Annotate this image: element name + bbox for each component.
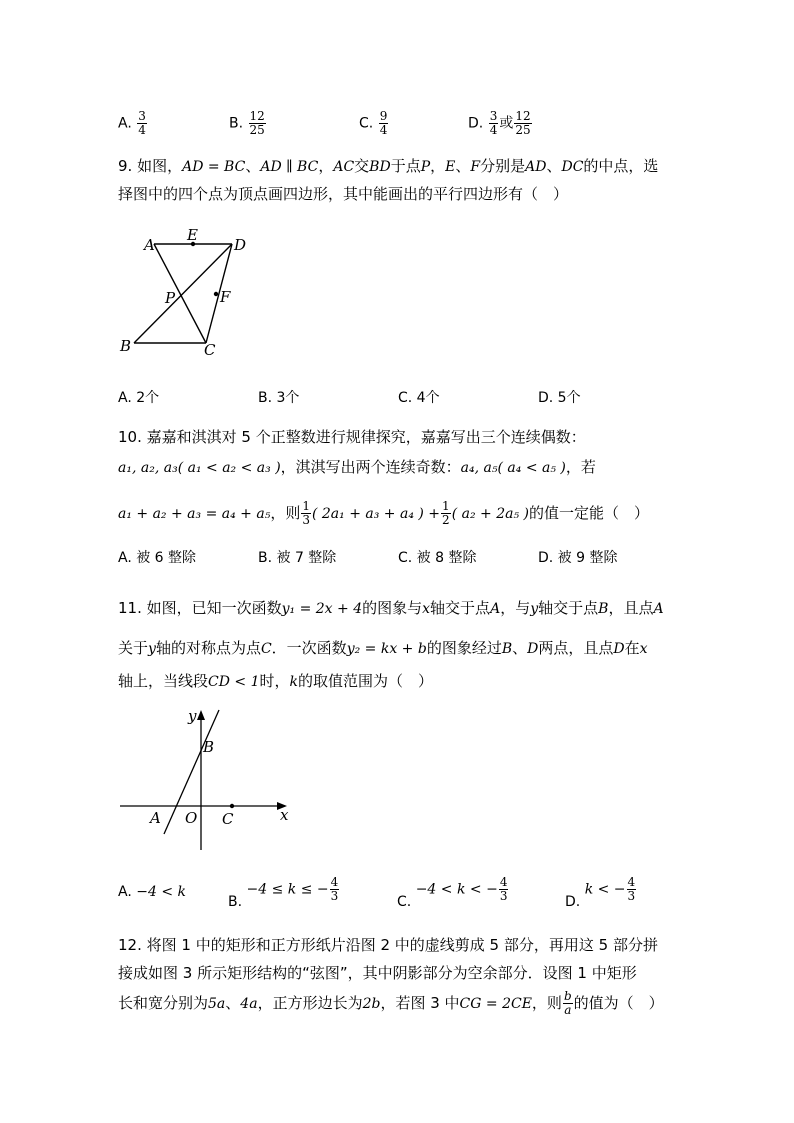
math: k < − [584,881,626,898]
text: 的值为（ ） [573,994,664,1012]
text: 、 [225,994,241,1012]
q11-option-a [118,884,186,900]
text: ，且点 [608,599,654,617]
q11-option-c [397,875,509,910]
denominator: 4 [489,123,498,137]
label-c: C [204,341,216,359]
math: 5a [208,996,226,1012]
numerator: 1 [442,499,450,513]
denominator: 25 [515,123,531,137]
math: CD < 1 [208,674,260,690]
math: x [639,641,648,657]
fraction [137,110,147,137]
text: 轴的对称点为点 [155,639,261,657]
math: F [470,159,481,175]
text: 关于 [118,639,149,657]
label-b: B [120,337,132,355]
numerator: 4 [499,875,508,889]
q8-option-b [229,110,267,137]
text: 的值一定能（ ） [528,504,649,522]
math: y [148,641,156,657]
math: −4 < k [136,884,186,900]
math: BD [369,159,391,175]
q8-option-c [359,110,389,137]
q11-option-b [228,875,340,910]
text: 轴交于点 [538,599,599,617]
numerator: 4 [330,875,339,889]
y-axis-arrow-icon [197,710,205,720]
math: −4 ≤ k ≤ − [246,881,329,898]
numerator: 4 [627,875,636,889]
fraction [330,876,340,903]
math: AD = BC [182,159,246,175]
numerator: 9 [379,109,388,123]
q8-option-d [468,110,533,137]
math: AD ∥ BC [260,159,319,175]
math: 2b [362,996,381,1012]
math: AD [525,159,547,175]
math: A [490,601,501,617]
q12-line-1: 12. 将图 1 中的矩形和正方形纸片沿图 2 中的虚线剪成 5 部分，再用这 5 部分拼 [118,936,658,954]
numerator: 1 [302,499,310,513]
q9-figure [112,225,272,360]
q9-line-1 [118,155,658,176]
math: A [653,601,664,617]
label-a: A [150,809,161,827]
fraction [563,990,573,1017]
fraction [514,110,531,137]
math: C [260,641,272,657]
option-label: D. [565,893,581,910]
label-b: B [203,738,215,756]
numerator: 12 [515,109,531,123]
label-y: y [188,707,197,725]
math: x [422,601,431,617]
text: 在 [624,639,640,657]
math: ( a₁ < a₂ < a₃ ) [177,460,281,476]
math: B [598,601,609,617]
label-c: C [222,810,234,828]
text: 的图象与 [362,599,423,617]
denominator: 3 [627,889,636,903]
text: 于点 [390,157,421,175]
option-label: C. [397,893,412,910]
text: 、 [455,157,471,175]
label-a: A [144,236,155,254]
segment-ac [154,244,206,343]
text: 9. 如图， [118,157,183,175]
text: 长和宽分别为 [118,994,209,1012]
or-text: 或 [499,115,514,132]
label-p: P [165,289,176,307]
math: a₁ + a₂ + a₃ = a₄ + a₅ [118,506,271,522]
text: ，正方形边长为 [257,994,363,1012]
text: ，淇淇写出两个连续奇数： [280,458,461,476]
text: ，与 [500,599,531,617]
q9-option-c: C. 4个 [398,390,440,406]
q11-option-d [565,875,637,910]
math: y [530,601,539,617]
math: DC [561,159,584,175]
text: 、 [546,157,562,175]
math: ( 2a₁ + a₃ + a₄ ) + [311,506,441,522]
label-f: F [220,288,231,306]
math: P [420,159,431,175]
fraction [499,876,509,903]
q9-option-d: D. 5个 [538,390,581,406]
text: ，若 [565,458,596,476]
denominator: 4 [379,123,388,137]
numerator: 3 [138,109,146,123]
label-d: D [234,236,247,254]
math: a₄, a₅ [460,460,498,476]
numerator: 12 [249,109,265,123]
numerator: 3 [489,109,498,123]
text: ， [318,157,334,175]
q11-figure [115,700,300,855]
denominator: a [564,1003,572,1017]
q10-option-a: A. 被 6 整除 [118,550,197,566]
label-e: E [187,226,198,244]
q9-line-2: 择图中的四个点为顶点画四边形，其中能画出的平行四边形有（ ） [118,185,569,203]
math: D [613,641,625,657]
option-label: A. [118,884,132,900]
math: D [527,641,539,657]
fraction [627,876,637,903]
text: 轴交于点 [430,599,491,617]
math: CG = 2CE [459,996,532,1012]
text: 11. 如图，已知一次函数 [118,599,282,617]
numerator: b [563,989,572,1003]
text: 交 [354,157,370,175]
denominator: 25 [249,123,265,137]
math: B [501,641,513,657]
q10-line-1: 10. 嘉嘉和淇淇对 5 个正整数进行规律探究，嘉嘉写出三个连续偶数： [118,428,586,446]
option-label: B. [228,893,243,910]
text: ．一次函数 [271,639,347,657]
math: E [445,159,456,175]
fraction [249,110,266,137]
denominator: 3 [499,889,508,903]
q10-option-d: D. 被 9 整除 [538,550,618,566]
text: 、 [245,157,261,175]
q8-option-a [118,110,148,137]
math: k [289,674,298,690]
fraction [441,500,451,527]
denominator: 2 [442,513,450,527]
text: 分别是 [480,157,526,175]
text: 的图象经过 [426,639,502,657]
text: ， [430,157,446,175]
math: y₁ = 2x + 4 [281,601,363,617]
option-label: B. [229,115,244,132]
text: 的取值范围为（ ） [298,672,434,690]
point-c [230,804,234,808]
q12-line-3 [118,990,664,1017]
text: 的中点，选 [583,157,659,175]
option-label: A. [118,115,132,132]
text: 时， [259,672,290,690]
label-o: O [185,809,198,827]
math: 4a [240,996,258,1012]
text: 轴上，当线段 [118,672,209,690]
q11-line-2 [118,637,648,658]
q11-line-1 [118,597,664,618]
q10-line-2 [118,456,596,477]
option-label: C. [359,115,374,132]
fraction [379,110,389,137]
q10-line-3 [118,500,649,527]
q10-option-c: C. 被 8 整除 [398,550,477,566]
math: a₁, a₂, a₃ [118,460,178,476]
math: ( a₄ < a₅ ) [497,460,566,476]
fraction [301,500,311,527]
fraction [489,110,499,137]
text: ，若图 3 中 [380,994,460,1012]
label-x: x [280,806,289,824]
q12-line-2: 接成如图 3 所示矩形结构的“弦图”，其中阴影部分为空余部分．设图 1 中矩形 [118,964,637,982]
math: AC [333,159,355,175]
q9-option-a: A. 2个 [118,390,160,406]
text: 、 [512,639,528,657]
math: −4 < k < − [415,881,498,898]
denominator: 3 [330,889,339,903]
text: ，则 [531,994,562,1012]
math: ( a₂ + 2a₅ ) [451,506,529,522]
q9-option-b: B. 3个 [258,390,300,406]
text: ，则 [270,504,301,522]
text: 两点，且点 [538,639,614,657]
q10-option-b: B. 被 7 整除 [258,550,337,566]
denominator: 3 [302,513,310,527]
math: y₂ = kx + b [346,641,427,657]
q11-line-3 [118,670,433,691]
denominator: 4 [138,123,146,137]
point-f [214,292,218,296]
option-label: D. [468,115,484,132]
